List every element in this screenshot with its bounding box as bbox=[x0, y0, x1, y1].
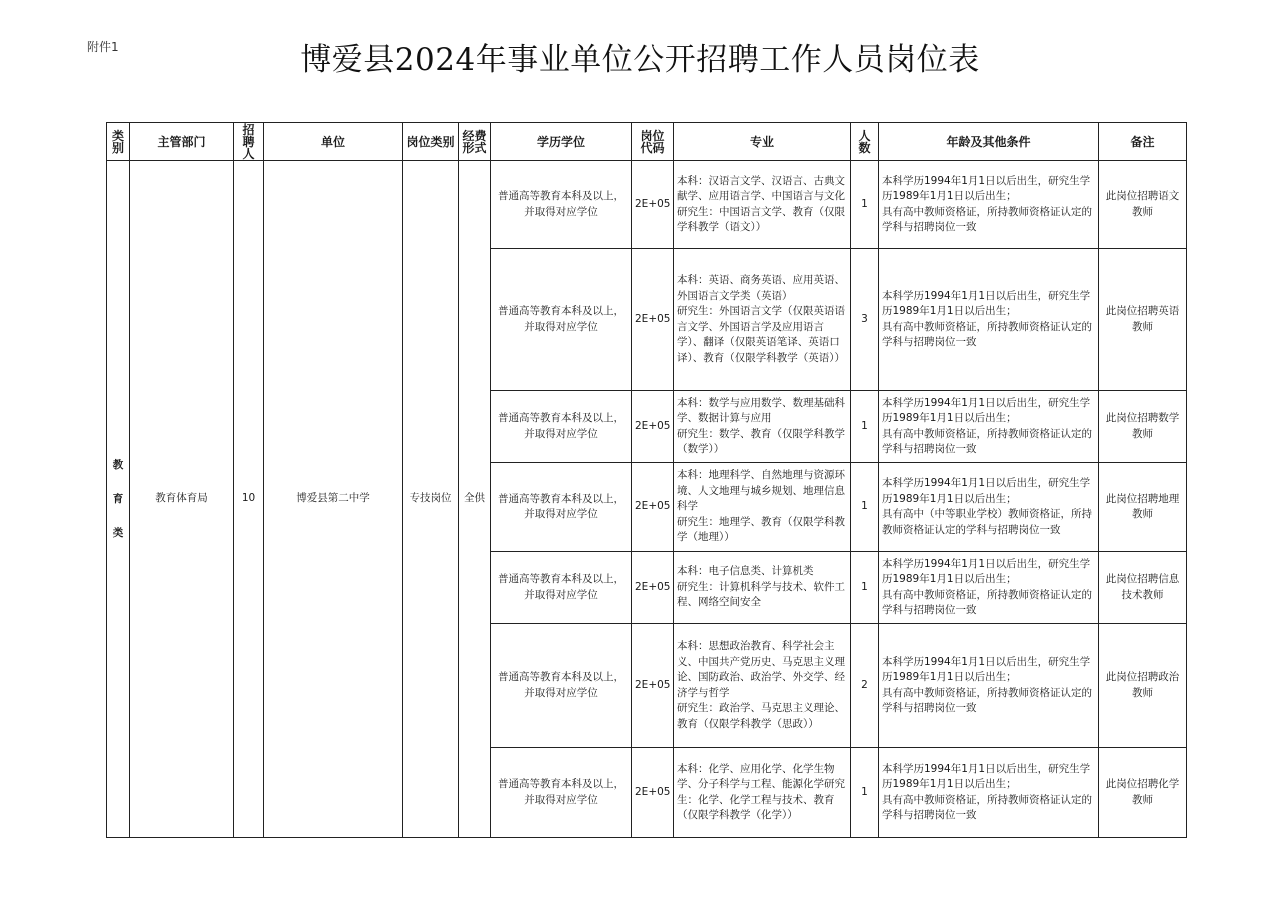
people-cell: 1 bbox=[851, 748, 879, 838]
text-line: 本科学历1994年1月1日以后出生，研究生学历1989年1月1日以后出生； bbox=[882, 762, 1091, 790]
text-line: 具有高中教师资格证，所持教师资格证认定的学科与招聘岗位一致 bbox=[882, 205, 1092, 233]
remark-cell: 此岗位招聘数学教师 bbox=[1099, 391, 1187, 463]
table-row bbox=[107, 161, 1187, 249]
remark-cell: 此岗位招聘信息技术教师 bbox=[1099, 552, 1187, 624]
education-cell: 普通高等教育本科及以上，并取得对应学位 bbox=[491, 249, 632, 391]
text-line: 具有高中教师资格证，所持教师资格证认定的学科与招聘岗位一致 bbox=[882, 320, 1092, 348]
people-cell: 1 bbox=[851, 161, 879, 249]
text-line: 本科：汉语言文学、汉语言、古典文献学、应用语言学、中国语言与文化 bbox=[677, 174, 845, 202]
text-line: 研究生：数学、教育（仅限学科教学（数学）） bbox=[677, 427, 845, 455]
page-title: 博爱县2024年事业单位公开招聘工作人员岗位表 bbox=[300, 42, 980, 78]
people-cell: 1 bbox=[851, 552, 879, 624]
text-line: 本科：化学、应用化学、化学生物学、分子科学与工程、能源化学研究生：化学、化学工程与技术、教育（仅限学科教学（化学）） bbox=[677, 762, 845, 821]
text-line: 具有高中教师资格证，所持教师资格证认定的学科与招聘岗位一致 bbox=[882, 686, 1092, 714]
header-people-text: 人数 bbox=[858, 128, 871, 155]
conditions-cell bbox=[879, 161, 1099, 249]
header-conditions: 年龄及其他条件 bbox=[879, 123, 1099, 161]
text-line: 本科学历1994年1月1日以后出生，研究生学历1989年1月1日以后出生； bbox=[882, 396, 1091, 424]
header-funding-text: 经费形式 bbox=[462, 128, 487, 155]
conditions-cell bbox=[879, 463, 1099, 552]
header-post-type: 岗位类别 bbox=[403, 123, 459, 161]
department-cell: 教育体育局 bbox=[130, 161, 234, 838]
post-code-cell: 2E+05 bbox=[632, 624, 674, 748]
unit-cell: 博爱县第二中学 bbox=[264, 161, 403, 838]
text-line: 本科：数学与应用数学、数理基础科学、数据计算与应用 bbox=[677, 396, 845, 424]
remark-cell: 此岗位招聘语文教师 bbox=[1099, 161, 1187, 249]
funding-cell: 全供 bbox=[459, 161, 491, 838]
header-department: 主管部门 bbox=[130, 123, 234, 161]
conditions-cell bbox=[879, 748, 1099, 838]
education-cell: 普通高等教育本科及以上，并取得对应学位 bbox=[491, 161, 632, 249]
conditions-cell bbox=[879, 249, 1099, 391]
post-type-cell: 专技岗位 bbox=[403, 161, 459, 838]
text-line: 本科学历1994年1月1日以后出生，研究生学历1989年1月1日以后出生； bbox=[882, 557, 1091, 585]
major-cell bbox=[674, 748, 851, 838]
post-code-cell: 2E+05 bbox=[632, 161, 674, 249]
post-code-cell: 2E+05 bbox=[632, 249, 674, 391]
post-code-cell: 2E+05 bbox=[632, 748, 674, 838]
text-line: 本科学历1994年1月1日以后出生，研究生学历1989年1月1日以后出生； bbox=[882, 655, 1091, 683]
major-cell bbox=[674, 463, 851, 552]
text-line: 本科：电子信息类、计算机类 bbox=[677, 565, 814, 578]
conditions-cell bbox=[879, 624, 1099, 748]
text-line: 具有高中教师资格证，所持教师资格证认定的学科与招聘岗位一致 bbox=[882, 793, 1092, 821]
text-line: 具有高中教师资格证，所持教师资格证认定的学科与招聘岗位一致 bbox=[882, 588, 1092, 616]
category-cell bbox=[107, 161, 130, 838]
header-funding bbox=[459, 123, 491, 161]
header-remarks: 备注 bbox=[1099, 123, 1187, 161]
header-education: 学历学位 bbox=[491, 123, 632, 161]
people-cell: 2 bbox=[851, 624, 879, 748]
education-cell: 普通高等教育本科及以上，并取得对应学位 bbox=[491, 463, 632, 552]
header-recruit-count-text: 招聘人 bbox=[242, 122, 255, 161]
text-line: 本科：英语、商务英语、应用英语、外国语言文学类（英语） bbox=[677, 274, 845, 302]
education-cell: 普通高等教育本科及以上，并取得对应学位 bbox=[491, 552, 632, 624]
text-line: 本科学历1994年1月1日以后出生，研究生学历1989年1月1日以后出生； bbox=[882, 289, 1091, 317]
major-cell bbox=[674, 161, 851, 249]
text-line: 具有高中（中等职业学校）教师资格证，所持教师资格证认定的学科与招聘岗位一致 bbox=[882, 508, 1092, 536]
remark-cell: 此岗位招聘英语教师 bbox=[1099, 249, 1187, 391]
category-text: 教育类 bbox=[112, 459, 124, 539]
header-post-code bbox=[632, 123, 674, 161]
remark-cell: 此岗位招聘政治教师 bbox=[1099, 624, 1187, 748]
major-cell bbox=[674, 624, 851, 748]
attachment-label: 附件1 bbox=[87, 40, 119, 54]
people-cell: 1 bbox=[851, 463, 879, 552]
recruit-count-cell: 10 bbox=[234, 161, 264, 838]
education-cell: 普通高等教育本科及以上，并取得对应学位 bbox=[491, 391, 632, 463]
remark-cell: 此岗位招聘地理教师 bbox=[1099, 463, 1187, 552]
remark-cell: 此岗位招聘化学教师 bbox=[1099, 748, 1187, 838]
positions-table bbox=[106, 122, 1187, 838]
post-code-cell: 2E+05 bbox=[632, 391, 674, 463]
text-line: 本科：地理科学、自然地理与资源环境、人文地理与城乡规划、地理信息科学 bbox=[677, 469, 845, 513]
text-line: 具有高中教师资格证，所持教师资格证认定的学科与招聘岗位一致 bbox=[882, 427, 1092, 455]
text-line: 研究生：计算机科学与技术、软件工程、网络空间安全 bbox=[677, 580, 845, 609]
header-row bbox=[107, 123, 1187, 161]
major-cell bbox=[674, 249, 851, 391]
header-recruit-count bbox=[234, 123, 264, 161]
header-post-code-text: 岗位代码 bbox=[640, 128, 665, 155]
text-line: 本科学历1994年1月1日以后出生，研究生学历1989年1月1日以后出生； bbox=[882, 477, 1091, 505]
header-major: 专业 bbox=[674, 123, 851, 161]
text-line: 研究生：地理学、教育（仅限学科教学（地理）） bbox=[677, 515, 845, 544]
header-category-text: 类别 bbox=[111, 128, 124, 155]
text-line: 本科：思想政治教育、科学社会主义、中国共产党历史、马克思主义理论、国防政治、政治学、外交学、经济学与哲学 bbox=[677, 640, 845, 699]
major-cell bbox=[674, 552, 851, 624]
header-people bbox=[851, 123, 879, 161]
text-line: 研究生：中国语言文学、教育（仅限学科教学（语文）） bbox=[677, 205, 845, 233]
people-cell: 3 bbox=[851, 249, 879, 391]
conditions-cell bbox=[879, 552, 1099, 624]
post-code-cell: 2E+05 bbox=[632, 552, 674, 624]
major-cell bbox=[674, 391, 851, 463]
education-cell: 普通高等教育本科及以上，并取得对应学位 bbox=[491, 748, 632, 838]
education-cell: 普通高等教育本科及以上，并取得对应学位 bbox=[491, 624, 632, 748]
header-unit: 单位 bbox=[264, 123, 403, 161]
text-line: 研究生：外国语言文学（仅限英语语言文学、外国语言学及应用语言学）、翻译（仅限英语笔译、英语口译）、教育（仅限学科教学（英语）） bbox=[677, 305, 845, 364]
conditions-cell bbox=[879, 391, 1099, 463]
header-category bbox=[107, 123, 130, 161]
people-cell: 1 bbox=[851, 391, 879, 463]
text-line: 本科学历1994年1月1日以后出生，研究生学历1989年1月1日以后出生； bbox=[882, 174, 1091, 202]
text-line: 研究生：政治学、马克思主义理论、教育（仅限学科教学（思政）） bbox=[677, 702, 845, 730]
post-code-cell: 2E+05 bbox=[632, 463, 674, 552]
